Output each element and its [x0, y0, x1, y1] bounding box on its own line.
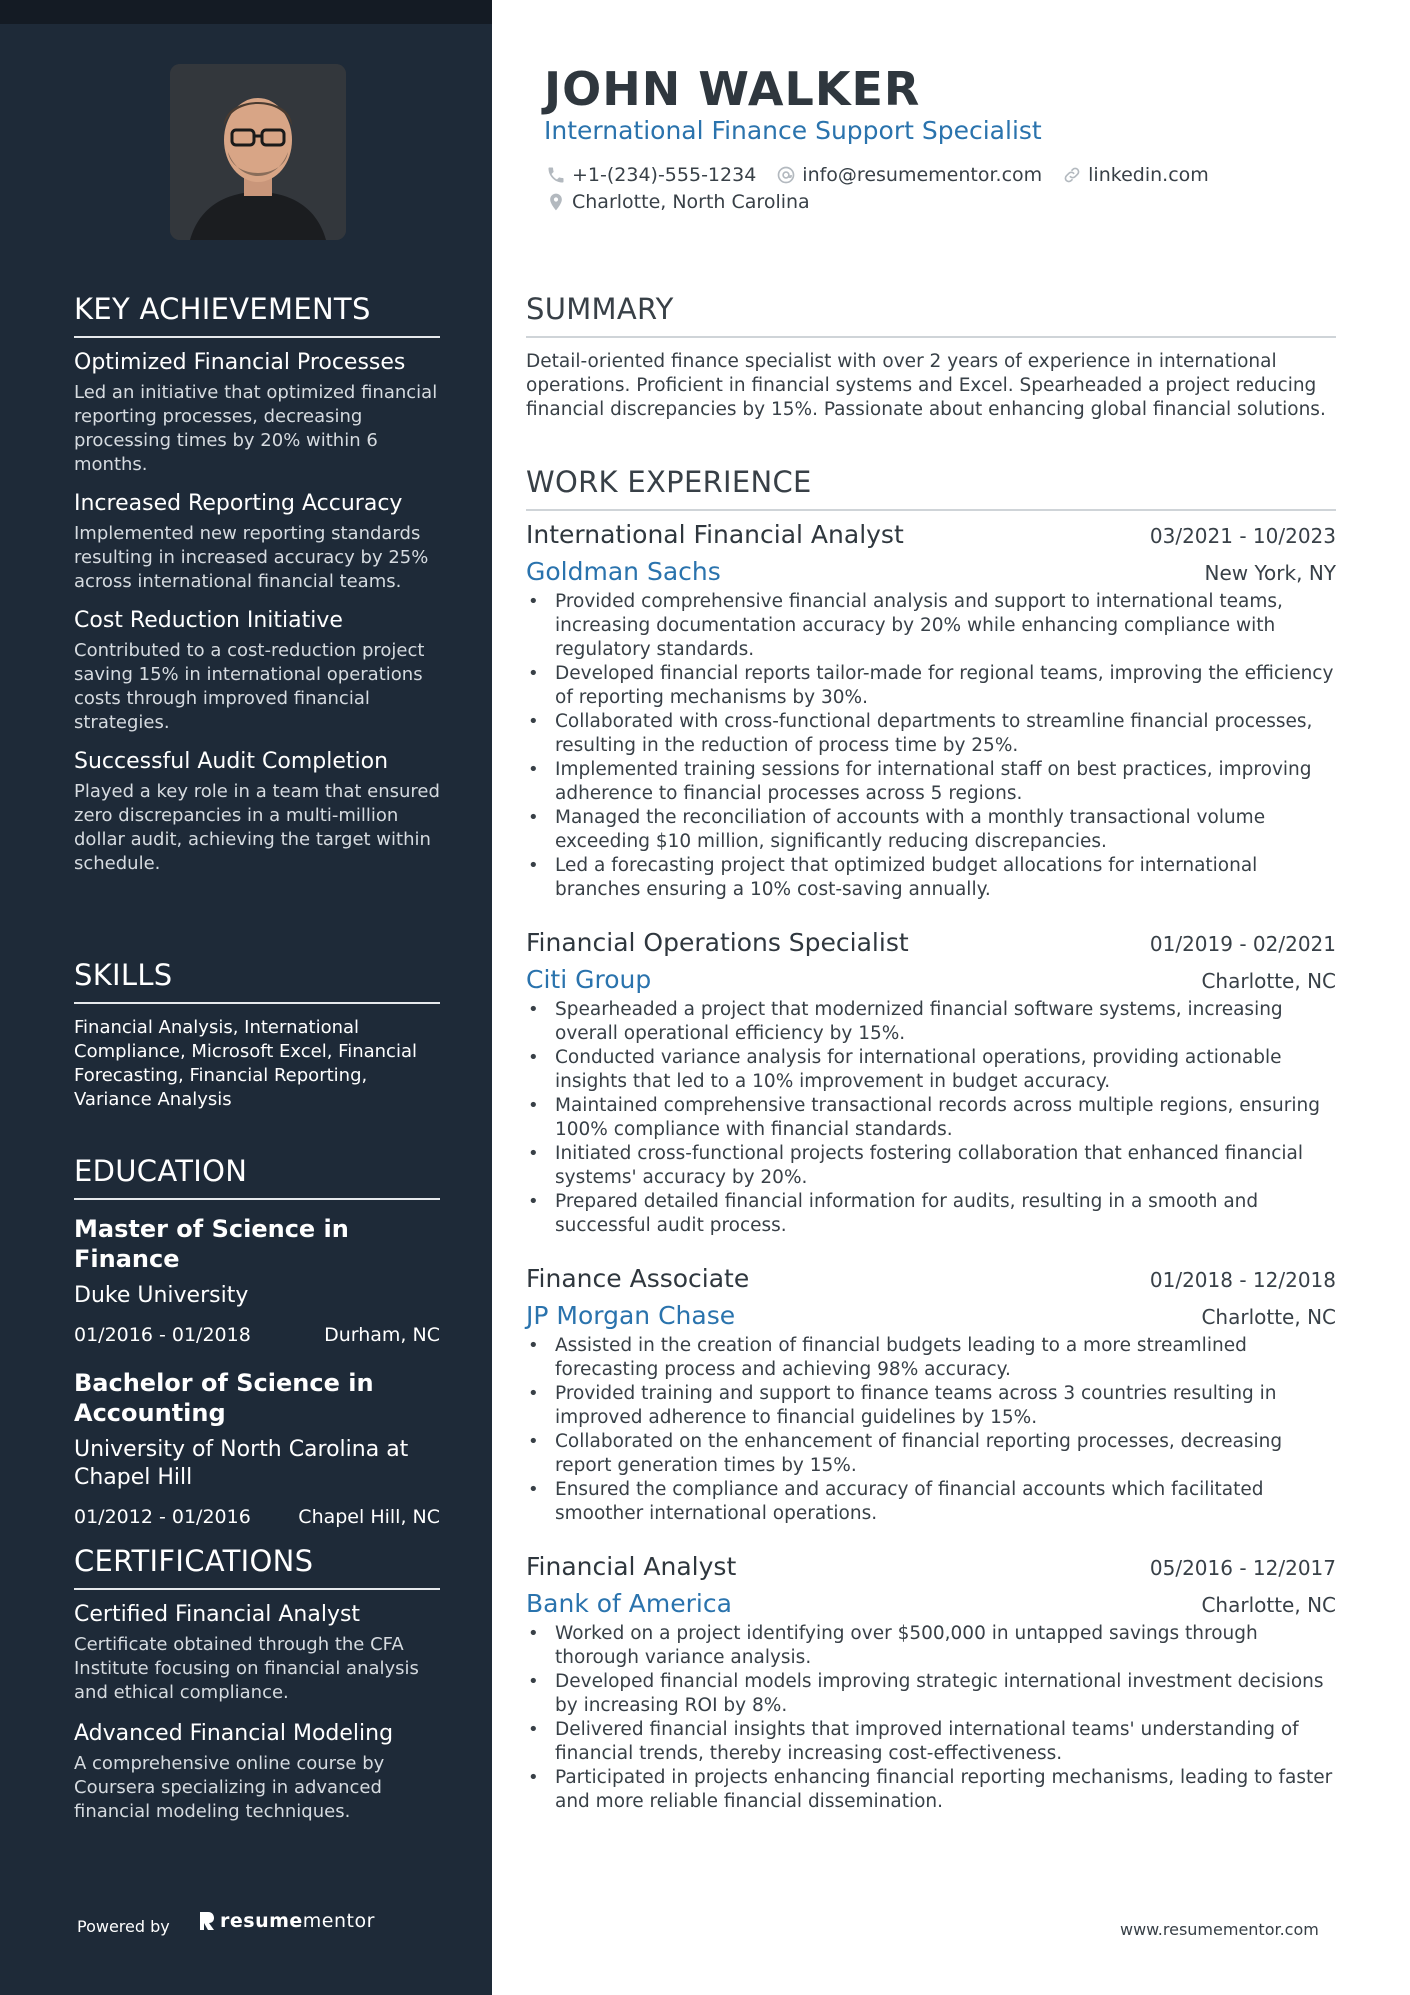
- sidebar-top-bar: [0, 0, 492, 24]
- job-dates: 01/2018 - 12/2018: [1149, 1268, 1336, 1292]
- job-bullet: • Provided training and support to finance teams across 3 countries resulting in improved adherence to financial guidelines by 15%.: [526, 1382, 1336, 1430]
- job-company: Goldman Sachs: [526, 557, 721, 586]
- education-school: Duke University: [74, 1283, 249, 1308]
- contact-phone[interactable]: [546, 164, 756, 186]
- job-bullet: • Maintained comprehensive transactional records across multiple regions, ensuring 100% compliance with financial standards.: [526, 1094, 1336, 1142]
- main-content: [526, 0, 1336, 1995]
- job-bullet: • Assisted in the creation of financial budgets leading to a more streamlined forecasting process and achieving 98% accuracy.: [526, 1334, 1336, 1382]
- education-heading: EDUCATION: [74, 1154, 440, 1200]
- job-location: Charlotte, NC: [1201, 969, 1336, 993]
- certification-text: Certificate obtained through the CFA Institute focusing on financial analysis and ethical compliance.: [74, 1634, 419, 1703]
- summary-heading: SUMMARY: [526, 292, 1336, 338]
- phone-icon: [546, 165, 566, 185]
- education-location: Durham, NC: [324, 1324, 440, 1346]
- education-dates: 01/2016 - 01/2018: [74, 1324, 251, 1346]
- achievement-item: [74, 608, 440, 735]
- education-degree: Master of Science in Finance: [74, 1215, 349, 1273]
- location-text: Charlotte, North Carolina: [572, 191, 810, 213]
- job-header: [526, 1264, 1336, 1293]
- achievement-title: Successful Audit Completion: [74, 749, 389, 774]
- job-bullets: [526, 1622, 1336, 1814]
- location-pin-icon: [546, 192, 566, 212]
- achievement-item: [74, 350, 440, 477]
- achievement-text: Played a key role in a team that ensured zero discrepancies in a multi-million dollar audit, achieving the target within schedule.: [74, 781, 440, 874]
- education-item: [74, 1214, 440, 1346]
- job-bullet: • Developed financial reports tailor-made for regional teams, improving the efficiency of reporting mechanisms by 30%.: [526, 662, 1336, 710]
- job-company-row: [526, 965, 1336, 994]
- job-bullet: • Initiated cross-functional projects fostering collaboration that enhanced financial systems' accuracy by 20%.: [526, 1142, 1336, 1190]
- brand-light: mentor: [302, 1910, 375, 1932]
- contact-row-location: [546, 191, 810, 213]
- footer-website-link[interactable]: www.resumementor.com: [1120, 1920, 1319, 1939]
- job-dates: 01/2019 - 02/2021: [1149, 932, 1336, 956]
- education-degree: Bachelor of Science in Accounting: [74, 1369, 374, 1427]
- contact-email[interactable]: [776, 164, 1042, 186]
- education-meta: [74, 1324, 440, 1346]
- at-icon: [776, 165, 796, 185]
- job-header: [526, 520, 1336, 549]
- education-meta: [74, 1506, 440, 1528]
- achievement-title: Cost Reduction Initiative: [74, 608, 343, 633]
- work-experience-heading: WORK EXPERIENCE: [526, 465, 1336, 511]
- achievement-text: Contributed to a cost-reduction project saving 15% in international operations costs through improved financial strategies.: [74, 640, 425, 733]
- education-location: Chapel Hill, NC: [298, 1506, 440, 1528]
- certification-title: Certified Financial Analyst: [74, 1602, 361, 1627]
- profile-photo-illustration: [170, 64, 346, 240]
- job-dates: 03/2021 - 10/2023: [1149, 524, 1336, 548]
- job-bullet: • Implemented training sessions for international staff on best practices, improving adherence to financial processes across 5 regions.: [526, 758, 1336, 806]
- contact-row: [546, 164, 1209, 186]
- job-bullet: • Managed the reconciliation of accounts with a monthly transactional volume exceeding $10 million, significantly reducing discrepancies.: [526, 806, 1336, 854]
- job-bullet: • Prepared detailed financial information for audits, resulting in a smooth and successful audit process.: [526, 1190, 1336, 1238]
- achievement-text: Implemented new reporting standards resulting in increased accuracy by 25% across international financial teams.: [74, 523, 429, 592]
- job-bullet: • Developed financial models improving strategic international investment decisions by increasing ROI by 8%.: [526, 1670, 1336, 1718]
- education-item: [74, 1368, 440, 1528]
- job-entry: [526, 520, 1336, 902]
- email-text: info@resumementor.com: [802, 164, 1043, 186]
- job-bullets: [526, 590, 1336, 902]
- job-location: Charlotte, NC: [1201, 1593, 1336, 1617]
- key-achievements-section: [74, 292, 440, 876]
- job-bullet: • Participated in projects enhancing financial reporting mechanisms, leading to faster and more reliable financial dissemination.: [526, 1766, 1336, 1814]
- linkedin-text: linkedin.com: [1088, 164, 1209, 186]
- key-achievements-heading: KEY ACHIEVEMENTS: [74, 292, 440, 338]
- candidate-title: International Finance Support Specialist: [544, 116, 1042, 145]
- skills-section: [74, 958, 440, 1112]
- job-location: New York, NY: [1204, 561, 1336, 585]
- job-company-row: [526, 557, 1336, 586]
- job-bullet: • Provided comprehensive financial analysis and support to international teams, increasing documentation accuracy by 20% while enhancing compliance with regulatory standards.: [526, 590, 1336, 662]
- job-company-row: [526, 1589, 1336, 1618]
- job-dates: 05/2016 - 12/2017: [1149, 1556, 1336, 1580]
- certification-title: Advanced Financial Modeling: [74, 1721, 394, 1746]
- job-bullet: • Collaborated on the enhancement of financial reporting processes, decreasing report generation times by 15%.: [526, 1430, 1336, 1478]
- job-bullet: • Delivered financial insights that improved international teams' understanding of financial trends, thereby increasing cost-effectiveness.: [526, 1718, 1336, 1766]
- certification-text: A comprehensive online course by Coursera specializing in advanced financial modeling techniques.: [74, 1753, 385, 1822]
- achievement-title: Optimized Financial Processes: [74, 350, 406, 375]
- summary-text: Detail-oriented finance specialist with over 2 years of experience in international operations. Proficient in financial systems and Excel. Spearheaded a project reducing financial discrepancies by 15%. Passionate about enhancing global financial solutions.: [526, 351, 1326, 420]
- certification-item: [74, 1602, 440, 1705]
- job-bullet: • Conducted variance analysis for international operations, providing actionable insights that led to a 10% improvement in budget accuracy.: [526, 1046, 1336, 1094]
- job-bullets: [526, 998, 1336, 1238]
- job-entry: [526, 1552, 1336, 1814]
- certifications-section: [74, 1544, 440, 1824]
- link-icon: [1062, 165, 1082, 185]
- resumementor-logo[interactable]: [198, 1910, 375, 1932]
- job-bullet: • Worked on a project identifying over $500,000 in untapped savings through thorough variance analysis.: [526, 1622, 1336, 1670]
- job-header: [526, 1552, 1336, 1581]
- resumementor-logo-icon: [198, 1910, 216, 1932]
- job-company: Citi Group: [526, 965, 652, 994]
- achievement-item: [74, 491, 440, 594]
- job-location: Charlotte, NC: [1201, 1305, 1336, 1329]
- job-bullet: • Led a forecasting project that optimized budget allocations for international branches ensuring a 10% cost-saving annually.: [526, 854, 1336, 902]
- certification-item: [74, 1721, 440, 1824]
- job-entry: [526, 928, 1336, 1238]
- contact-location: [546, 191, 810, 213]
- sidebar: [0, 0, 492, 1995]
- job-company: JP Morgan Chase: [526, 1301, 736, 1330]
- powered-by-label: Powered by: [77, 1917, 170, 1936]
- contact-linkedin[interactable]: [1062, 164, 1209, 186]
- skills-heading: SKILLS: [74, 958, 440, 1004]
- education-dates: 01/2012 - 01/2016: [74, 1506, 251, 1528]
- job-role: International Financial Analyst: [526, 520, 904, 549]
- brand-bold: resume: [220, 1910, 303, 1932]
- achievement-item: [74, 749, 440, 876]
- job-role: Finance Associate: [526, 1264, 750, 1293]
- job-entry: [526, 1264, 1336, 1526]
- certifications-heading: CERTIFICATIONS: [74, 1544, 440, 1590]
- job-company: Bank of America: [526, 1589, 732, 1618]
- achievement-title: Increased Reporting Accuracy: [74, 491, 403, 516]
- education-section: [74, 1154, 440, 1528]
- job-bullet: • Spearheaded a project that modernized financial software systems, increasing overall operational efficiency by 15%.: [526, 998, 1336, 1046]
- job-bullets: [526, 1334, 1336, 1526]
- achievement-text: Led an initiative that optimized financial reporting processes, decreasing processing times by 20% within 6 months.: [74, 382, 438, 475]
- job-role: Financial Analyst: [526, 1552, 737, 1581]
- profile-photo: [170, 64, 346, 240]
- candidate-name: JOHN WALKER: [544, 62, 921, 116]
- skills-list: Financial Analysis, International Compliance, Microsoft Excel, Financial Forecasting, Financial Reporting, Variance Analysis: [74, 1017, 417, 1110]
- phone-text: +1-(234)-555-1234: [572, 164, 757, 186]
- job-bullet: • Ensured the compliance and accuracy of financial accounts which facilitated smoother international operations.: [526, 1478, 1336, 1526]
- education-school: University of North Carolina at Chapel Hill: [74, 1437, 409, 1490]
- job-header: [526, 928, 1336, 957]
- job-company-row: [526, 1301, 1336, 1330]
- job-role: Financial Operations Specialist: [526, 928, 909, 957]
- job-bullet: • Collaborated with cross-functional departments to streamline financial processes, resulting in the reduction of process time by 25%.: [526, 710, 1336, 758]
